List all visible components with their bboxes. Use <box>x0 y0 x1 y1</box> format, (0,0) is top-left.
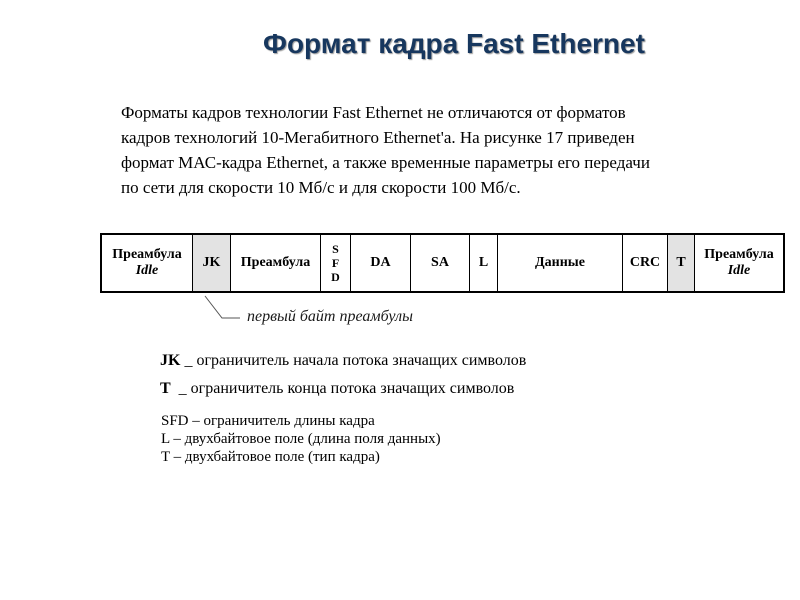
field-label-letter: S <box>332 242 339 256</box>
field-label-letter: F <box>331 256 340 270</box>
field-label: Преамбула <box>704 247 774 262</box>
field-sublabel: Idle <box>135 263 159 278</box>
page-title: Формат кадра Fast Ethernet <box>263 28 645 59</box>
field-label: L <box>478 255 489 270</box>
field-label: CRC <box>629 255 661 270</box>
field-notes <box>161 412 441 466</box>
note-line: SFD – ограничитель длины кадра <box>161 413 375 429</box>
intro-line: по сети для скорости 10 Мб/с и для скорости 100 Мб/с. <box>121 178 521 197</box>
legend-separator: _ <box>170 380 191 397</box>
field-sublabel: Idle <box>727 263 751 278</box>
legend-separator: _ <box>180 352 197 369</box>
field-label: DA <box>370 255 391 270</box>
field-label: Данные <box>535 255 585 270</box>
legend-key: T <box>160 380 171 397</box>
first-byte-note: первый байт преамбулы <box>247 308 413 325</box>
field-label-letter: D <box>331 270 340 284</box>
legend-text: ограничитель конца потока значащих символов <box>190 380 515 397</box>
leader-polyline <box>205 296 240 318</box>
field-label: Преамбула <box>240 255 311 270</box>
legend-text: ограничитель начала потока значащих символов <box>196 352 527 369</box>
intro-line: формат МАС-кадра Ethernet, а также временные параметры его передачи <box>121 153 650 172</box>
field-label: T <box>676 255 686 270</box>
legend-t <box>160 380 514 398</box>
field-label: JK <box>202 255 221 270</box>
field-label: SA <box>431 255 449 270</box>
intro-line: кадров технологий 10-Мегабитного Ethernet'а. На рисунке 17 приведен <box>121 128 635 147</box>
legend-jk <box>160 352 526 370</box>
field-label: Преамбула <box>112 247 182 262</box>
note-line: L – двухбайтовое поле (длина поля данных) <box>161 431 441 447</box>
intro-line: Форматы кадров технологии Fast Ethernet не отличаются от форматов <box>121 103 626 122</box>
note-line: T – двухбайтовое поле (тип кадра) <box>161 449 380 465</box>
legend-key: JK <box>160 352 181 369</box>
